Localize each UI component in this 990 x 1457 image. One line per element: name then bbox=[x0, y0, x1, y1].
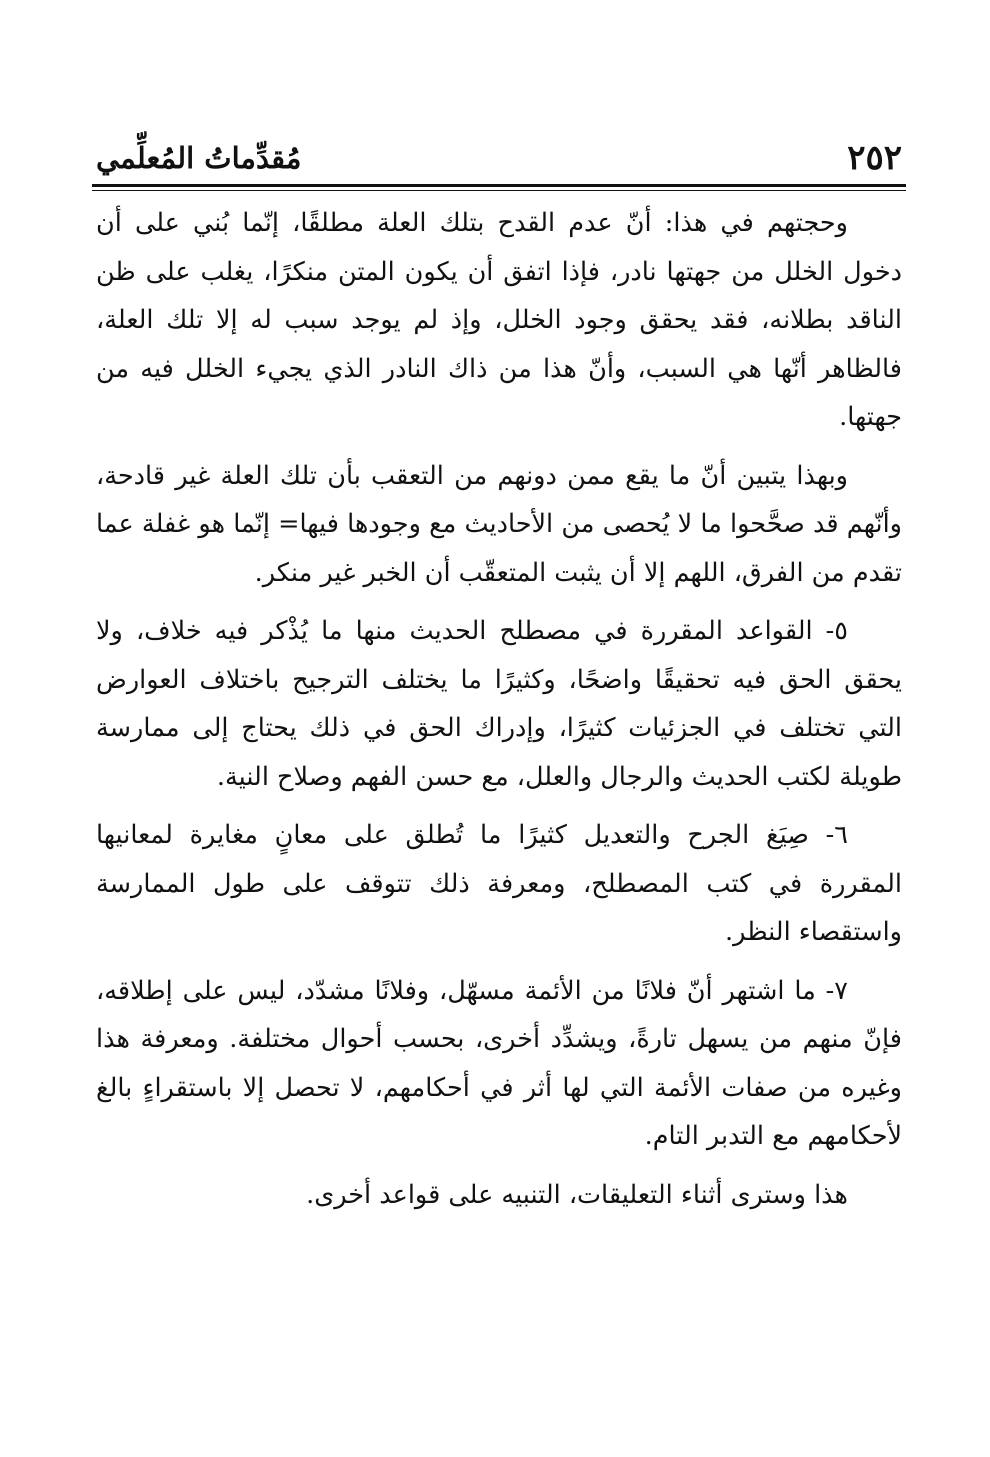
body-text bbox=[92, 199, 906, 1219]
paragraph: هذا وسترى أثناء التعليقات، التنبيه على قواعد أخرى. bbox=[306, 1179, 848, 1210]
paragraph: وبهذا يتبين أنّ ما يقع ممن دونهم من التعقب بأن تلك العلة غير قادحة، وأنّهم قد صحَّحوا ما لا يُحصى من الأحاديث مع وجودها فيها= إنّما هو غفلة عما تقدم من الفرق، اللهم إلا أن يثبت المتعقّب أن الخبر غير منكر. bbox=[96, 460, 902, 588]
header-rule-thin bbox=[92, 190, 906, 191]
running-title: مُقدِّماتُ المُعلِّمي bbox=[96, 141, 302, 175]
paragraph: ٧- ما اشتهر أنّ فلانًا من الأئمة مسهّل، وفلانًا مشدّد، ليس على إطلاقه، فإنّ منهم من يسهل تارةً، ويشدِّد أخرى، بحسب أحوال مختلفة. ومعرفة هذا وغيره من صفات الأئمة التي لها أثر في أحكامهم، لا تحصل إلا باستقراءٍ بالغ لأحكامهم مع التدبر التام. bbox=[96, 975, 902, 1151]
paragraph: ٦- صِيَغ الجرح والتعديل كثيرًا ما تُطلق على معانٍ مغايرة لمعانيها المقررة في كتب المصطلح، ومعرفة ذلك تتوقف على طول الممارسة واستقصاء النظر. bbox=[96, 820, 902, 947]
paragraph: وحجتهم في هذا: أنّ عدم القدح بتلك العلة مطلقًا، إنّما بُني على أن دخول الخلل من جهتها نادر، فإذا اتفق أن يكون المتن منكرًا، يغلب على ظن الناقد بطلانه، فقد يحقق وجود الخلل، وإذ لم يوجد سبب له إلا تلك العلة، فالظاهر أنّها هي السبب، وأنّ هذا من ذاك النادر الذي يجيء الخلل فيه من جهتها. bbox=[96, 208, 902, 432]
header-rule-thick bbox=[92, 184, 906, 187]
paragraph: ٥- القواعد المقررة في مصطلح الحديث منها ما يُذْكر فيه خلاف، ولا يحقق الحق فيه تحقيقًا واضحًا، وكثيرًا ما يختلف الترجيح باختلاف العوارض التي تختلف في الجزئيات كثيرًا، وإدراك الحق في ذلك يحتاج إلى ممارسة طويلة لكتب الحديث والرجال والعلل، مع حسن الفهم وصلاح النية. bbox=[96, 616, 902, 792]
book-page bbox=[92, 126, 906, 1229]
page-number: ٢٥٢ bbox=[847, 138, 902, 178]
page-header bbox=[92, 126, 906, 184]
